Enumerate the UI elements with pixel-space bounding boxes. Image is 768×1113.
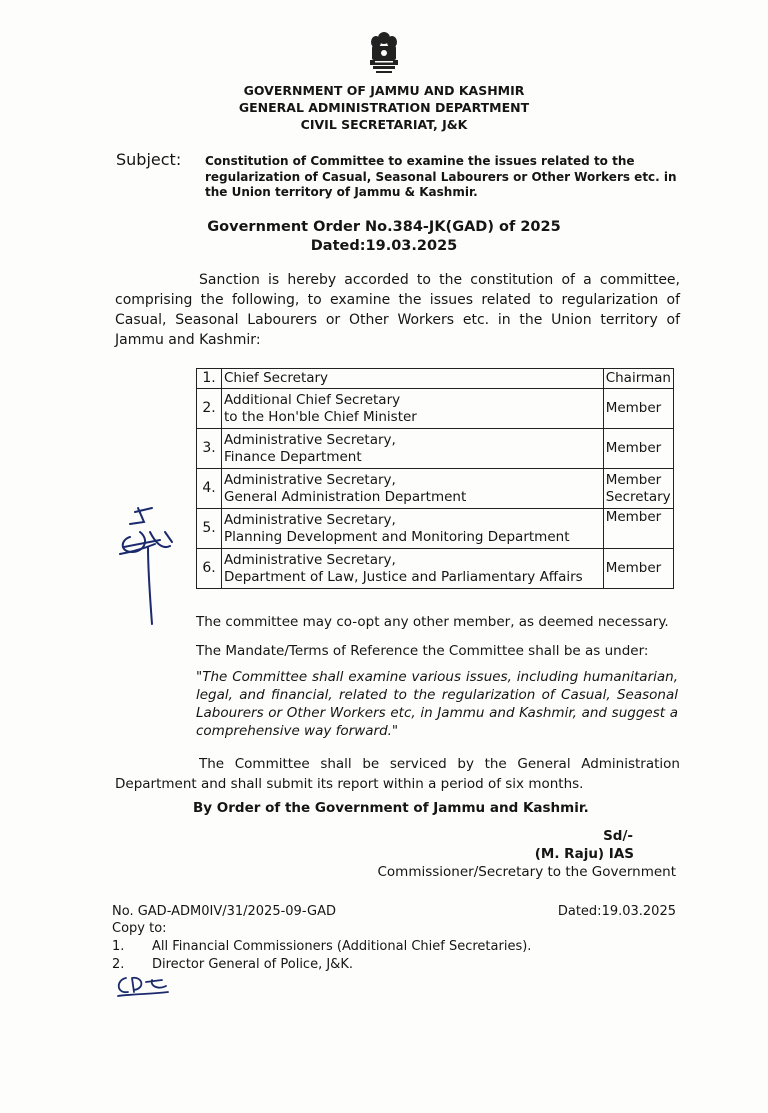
copy-item-number: 1. — [112, 939, 125, 954]
subject-text: Constitution of Committee to examine the issues related to the regularization of Casual, Seasonal Labourers or Other Workers etc. in the Union territory of Jammu & Kashmir. — [205, 154, 677, 199]
subject-label: Subject: — [116, 150, 182, 169]
table-row — [197, 389, 674, 429]
role-line: Member — [605, 509, 662, 525]
table-row — [197, 429, 674, 469]
member-role — [603, 469, 673, 509]
signer-designation: Commissioner/Secretary to the Government — [377, 864, 676, 880]
member-role — [603, 429, 673, 469]
designation-line: Planning Development and Monitoring Department — [224, 528, 570, 545]
member-role — [603, 549, 673, 589]
designation-line: Finance Department — [224, 448, 362, 465]
copy-item-text: All Financial Commissioners (Additional Chief Secretaries). — [152, 939, 532, 954]
member-number: 1. — [197, 369, 222, 389]
header-line-2: GENERAL ADMINISTRATION DEPARTMENT — [238, 100, 530, 115]
role-line: Member — [605, 440, 662, 456]
by-order-text: By Order of the Government of Jammu and Kashmir. — [193, 800, 589, 816]
member-number: 5. — [197, 509, 222, 549]
member-number: 2. — [197, 389, 222, 429]
table-row — [197, 469, 674, 509]
serviced-paragraph — [115, 754, 680, 794]
designation-line: Additional Chief Secretary — [224, 391, 401, 408]
order-date: Dated:19.03.2025 — [310, 238, 458, 254]
handwritten-signature-icon — [110, 502, 180, 627]
footer-date: Dated:19.03.2025 — [557, 904, 676, 919]
role-line: Member — [605, 471, 662, 488]
member-number: 3. — [197, 429, 222, 469]
role-line: Chairman — [605, 370, 671, 386]
member-role — [603, 369, 673, 389]
committee-table — [196, 368, 674, 589]
member-designation — [222, 469, 604, 509]
header-line-3: CIVIL SECRETARIAT, J&K — [300, 117, 468, 132]
designation-line: Administrative Secretary, — [224, 551, 396, 568]
member-designation — [222, 429, 604, 469]
designation-line: Administrative Secretary, — [224, 511, 396, 528]
member-number: 4. — [197, 469, 222, 509]
order-number: Government Order No.384-JK(GAD) of 2025 — [207, 219, 561, 235]
member-designation — [222, 369, 604, 389]
coopt-text: The committee may co-opt any other member, as deemed necessary. — [196, 614, 669, 630]
member-designation — [222, 389, 604, 429]
role-line: Member — [605, 560, 662, 576]
designation-line: General Administration Department — [224, 488, 467, 505]
copy-item-text: Director General of Police, J&K. — [152, 957, 353, 972]
designation-line: Administrative Secretary, — [224, 471, 396, 488]
serviced-text: The Committee shall be serviced by the General Administration Department and shall submit its report within a period of six months. — [115, 756, 680, 792]
mandate-intro: The Mandate/Terms of Reference the Committee shall be as under: — [196, 643, 649, 659]
copy-to-label: Copy to: — [112, 921, 167, 936]
list-item — [112, 938, 531, 956]
signer-name: (M. Raju) IAS — [534, 846, 634, 862]
intro-text: Sanction is hereby accorded to the constitution of a committee, comprising the following, to examine the issues related to regularization of Casual, Seasonal Labourers or Other Workers etc. in the Union territory of Jammu and Kashmir: — [115, 272, 680, 348]
table-row — [197, 549, 674, 589]
role-line: Secretary — [605, 488, 671, 505]
reference-number: No. GAD-ADM0IV/31/2025-09-GAD — [112, 904, 336, 919]
designation-line: Department of Law, Justice and Parliamentary Affairs — [224, 568, 583, 585]
state-emblem-icon — [366, 30, 402, 76]
designation-line: Administrative Secretary, — [224, 431, 396, 448]
order-title — [0, 218, 768, 256]
mandate-text: "The Committee shall examine various issues, including humanitarian, legal, and financial, related to the regularization of Casual, Seasonal Labourers or Other Workers etc, in Jammu and Kashmir, and suggest a comprehensive way forward." — [196, 669, 678, 739]
role-line: Member — [605, 400, 662, 416]
member-designation — [222, 549, 604, 589]
member-designation — [222, 509, 604, 549]
signature-sd: Sd/- — [603, 828, 633, 844]
designation-line: to the Hon'ble Chief Minister — [224, 408, 417, 425]
designation-line: Chief Secretary — [224, 370, 329, 386]
copy-item-number: 2. — [112, 957, 125, 972]
handwritten-initials-icon — [112, 970, 172, 1000]
member-role — [603, 509, 673, 549]
department-header — [0, 82, 768, 133]
table-row — [197, 509, 674, 549]
table-row — [197, 369, 674, 389]
intro-paragraph — [115, 270, 680, 350]
header-line-1: GOVERNMENT OF JAMMU AND KASHMIR — [243, 83, 525, 98]
member-number: 6. — [197, 549, 222, 589]
member-role — [603, 389, 673, 429]
